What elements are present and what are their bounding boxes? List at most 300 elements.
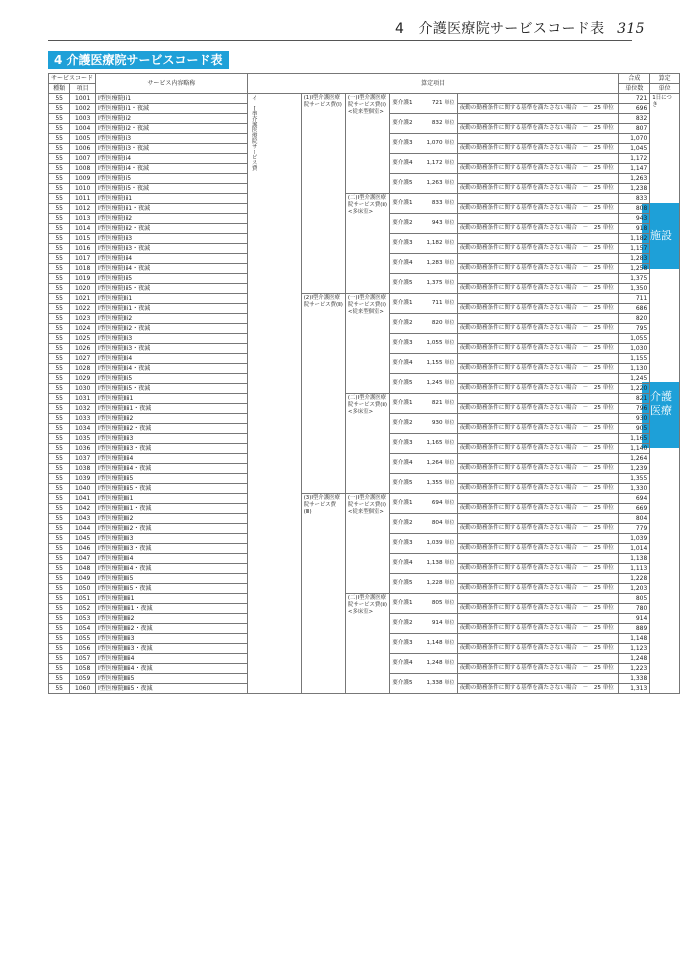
item-code-cell: 1028 <box>70 364 96 374</box>
care-level-cell <box>390 274 457 294</box>
total-units-cell: 721 <box>619 94 650 104</box>
service-name-cell: Ⅰ型医療院Ⅰⅱ3 <box>96 234 248 244</box>
kind-cell: 55 <box>49 524 70 534</box>
unit-label: 単位 <box>444 240 455 246</box>
kind-cell: 55 <box>49 224 70 234</box>
kind-cell: 55 <box>49 604 70 614</box>
care-level-label: 要介護4 <box>392 560 413 566</box>
service-name-cell: Ⅰ型医療院Ⅰⅰ4 <box>96 154 248 164</box>
item-code-cell: 1033 <box>70 414 96 424</box>
side-tab-facility[interactable]: 施設 <box>642 203 680 269</box>
service-name-cell: Ⅰ型医療院Ⅰⅰ1 <box>96 94 248 104</box>
service-name-cell: Ⅰ型医療院Ⅲⅰ2・夜減 <box>96 524 248 534</box>
total-units-cell: 930 <box>619 414 650 424</box>
total-units-cell: 796 <box>619 404 650 414</box>
unit-label: 単位 <box>444 640 455 646</box>
service-name-cell: Ⅰ型医療院Ⅱⅰ4・夜減 <box>96 364 248 374</box>
condition-blank-cell <box>457 534 619 544</box>
group-label-cell <box>247 94 301 694</box>
total-units-cell: 1,355 <box>619 474 650 484</box>
item-code-cell: 1011 <box>70 194 96 204</box>
condition-blank-cell <box>457 674 619 684</box>
service-name-cell: Ⅰ型医療院Ⅱⅰ5 <box>96 374 248 384</box>
service-name-cell: Ⅰ型医療院Ⅱⅱ1 <box>96 394 248 404</box>
kind-cell: 55 <box>49 364 70 374</box>
care-level-cell <box>390 374 457 394</box>
service-name-cell: Ⅰ型医療院Ⅱⅰ1 <box>96 294 248 304</box>
item-code-cell: 1030 <box>70 384 96 394</box>
unit-label: 単位 <box>444 280 455 286</box>
care-level-label: 要介護2 <box>392 220 413 226</box>
care-level-units: 821 <box>431 400 443 406</box>
total-units-cell: 1,070 <box>619 134 650 144</box>
kind-cell: 55 <box>49 324 70 334</box>
care-level-cell <box>390 434 457 454</box>
service-name-cell: Ⅰ型医療院Ⅲⅱ1 <box>96 594 248 604</box>
kind-cell: 55 <box>49 434 70 444</box>
total-units-cell: 1,228 <box>619 574 650 584</box>
item-code-cell: 1039 <box>70 474 96 484</box>
care-level-units: 914 <box>431 620 443 626</box>
condition-blank-cell <box>457 414 619 424</box>
total-units-cell: 943 <box>619 214 650 224</box>
kind-cell: 55 <box>49 684 70 694</box>
total-units-cell: 905 <box>619 424 650 434</box>
care-level-cell <box>390 114 457 134</box>
total-units-cell: 833 <box>619 194 650 204</box>
total-units-cell: 795 <box>619 324 650 334</box>
condition-blank-cell <box>457 374 619 384</box>
care-level-label: 要介護2 <box>392 520 413 526</box>
night-shift-condition-cell: 夜勤の勤務条件に関する基準を満たさない場合 － 25 単位 <box>457 624 619 634</box>
service-name-cell: Ⅰ型医療院Ⅱⅰ3・夜減 <box>96 344 248 354</box>
care-level-label: 要介護5 <box>392 680 413 686</box>
condition-blank-cell <box>457 214 619 224</box>
kind-cell: 55 <box>49 634 70 644</box>
care-level-units: 1,138 <box>426 560 443 566</box>
unit-label: 単位 <box>444 220 455 226</box>
kind-cell: 55 <box>49 404 70 414</box>
condition-blank-cell <box>457 354 619 364</box>
service-name-cell: Ⅰ型医療院Ⅰⅰ5・夜減 <box>96 184 248 194</box>
care-level-label: 要介護5 <box>392 480 413 486</box>
condition-blank-cell <box>457 614 619 624</box>
night-shift-condition-cell: 夜勤の勤務条件に関する基準を満たさない場合 － 25 単位 <box>457 644 619 654</box>
unit-label: 単位 <box>444 120 455 126</box>
kind-cell: 55 <box>49 494 70 504</box>
night-shift-condition-cell: 夜勤の勤務条件に関する基準を満たさない場合 － 25 単位 <box>457 244 619 254</box>
condition-blank-cell <box>457 194 619 204</box>
total-units-cell: 1,113 <box>619 564 650 574</box>
condition-blank-cell <box>457 294 619 304</box>
care-level-cell <box>390 174 457 194</box>
item-code-cell: 1020 <box>70 284 96 294</box>
kind-cell: 55 <box>49 374 70 384</box>
col-kind: 種類 <box>49 84 70 94</box>
service-name-cell: Ⅰ型医療院Ⅱⅰ5・夜減 <box>96 384 248 394</box>
night-shift-condition-cell: 夜勤の勤務条件に関する基準を満たさない場合 － 25 単位 <box>457 184 619 194</box>
total-units-cell: 821 <box>619 394 650 404</box>
item-code-cell: 1008 <box>70 164 96 174</box>
item-code-cell: 1021 <box>70 294 96 304</box>
item-code-cell: 1041 <box>70 494 96 504</box>
care-level-cell <box>390 634 457 654</box>
care-level-cell <box>390 354 457 374</box>
service-name-cell: Ⅰ型医療院Ⅱⅱ1・夜減 <box>96 404 248 414</box>
kind-cell: 55 <box>49 264 70 274</box>
service-name-cell: Ⅰ型医療院Ⅰⅰ2・夜減 <box>96 124 248 134</box>
item-code-cell: 1002 <box>70 104 96 114</box>
care-level-label: 要介護3 <box>392 540 413 546</box>
item-code-cell: 1018 <box>70 264 96 274</box>
table-row <box>49 294 680 304</box>
condition-blank-cell <box>457 454 619 464</box>
service-name-cell: Ⅰ型医療院Ⅰⅱ2 <box>96 214 248 224</box>
care-level-label: 要介護4 <box>392 260 413 266</box>
item-code-cell: 1046 <box>70 544 96 554</box>
kind-cell: 55 <box>49 164 70 174</box>
kind-cell: 55 <box>49 194 70 204</box>
total-units-cell: 1,338 <box>619 674 650 684</box>
total-units-cell: 1,264 <box>619 454 650 464</box>
unit-label: 単位 <box>444 460 455 466</box>
total-units-cell: 804 <box>619 514 650 524</box>
service-name-cell: Ⅰ型医療院Ⅲⅱ5 <box>96 674 248 684</box>
header-title: 4 介護医療院サービスコード表 <box>395 21 605 37</box>
total-units-cell: 711 <box>619 294 650 304</box>
kind-cell: 55 <box>49 644 70 654</box>
care-level-label: 要介護2 <box>392 320 413 326</box>
kind-cell: 55 <box>49 94 70 104</box>
item-code-cell: 1053 <box>70 614 96 624</box>
service-name-cell: Ⅰ型医療院Ⅰⅱ5・夜減 <box>96 284 248 294</box>
total-units-cell: 1,014 <box>619 544 650 554</box>
total-units-cell: 1,130 <box>619 364 650 374</box>
unit-label: 単位 <box>444 140 455 146</box>
total-units-cell: 1,148 <box>619 634 650 644</box>
care-level-units: 1,355 <box>426 480 443 486</box>
kind-cell: 55 <box>49 444 70 454</box>
kind-cell: 55 <box>49 554 70 564</box>
unit-label: 単位 <box>444 620 455 626</box>
care-level-units: 1,228 <box>426 580 443 586</box>
condition-blank-cell <box>457 234 619 244</box>
unit-label: 単位 <box>444 300 455 306</box>
night-shift-condition-cell: 夜勤の勤務条件に関する基準を満たさない場合 － 25 単位 <box>457 324 619 334</box>
item-code-cell: 1029 <box>70 374 96 384</box>
care-level-cell <box>390 154 457 174</box>
total-units-cell: 805 <box>619 594 650 604</box>
unit-label: 単位 <box>444 400 455 406</box>
col-service-code: サービスコード <box>49 74 96 84</box>
unit-label: 単位 <box>444 440 455 446</box>
total-units-cell: 889 <box>619 624 650 634</box>
kind-cell: 55 <box>49 664 70 674</box>
care-level-cell <box>390 214 457 234</box>
kind-cell: 55 <box>49 534 70 544</box>
unit-label: 単位 <box>444 540 455 546</box>
condition-blank-cell <box>457 494 619 504</box>
service-name-cell: Ⅰ型医療院Ⅱⅱ4 <box>96 454 248 464</box>
condition-blank-cell <box>457 334 619 344</box>
care-level-label: 要介護1 <box>392 400 413 406</box>
kind-cell: 55 <box>49 474 70 484</box>
kind-cell: 55 <box>49 304 70 314</box>
item-code-cell: 1043 <box>70 514 96 524</box>
service-name-cell: Ⅰ型医療院Ⅱⅰ2・夜減 <box>96 324 248 334</box>
care-level-label: 要介護5 <box>392 280 413 286</box>
kind-cell: 55 <box>49 414 70 424</box>
service-name-cell: Ⅰ型医療院Ⅱⅰ3 <box>96 334 248 344</box>
total-units-cell: 1,155 <box>619 354 650 364</box>
service-name-cell: Ⅰ型医療院Ⅱⅱ2 <box>96 414 248 424</box>
total-units-cell: 1,313 <box>619 684 650 694</box>
total-units-cell: 820 <box>619 314 650 324</box>
night-shift-condition-cell: 夜勤の勤務条件に関する基準を満たさない場合 － 25 単位 <box>457 524 619 534</box>
total-units-cell: 1,030 <box>619 344 650 354</box>
item-code-cell: 1019 <box>70 274 96 284</box>
care-level-cell <box>390 254 457 274</box>
night-shift-condition-cell: 夜勤の勤務条件に関する基準を満たさない場合 － 25 単位 <box>457 604 619 614</box>
night-shift-condition-cell: 夜勤の勤務条件に関する基準を満たさない場合 － 25 単位 <box>457 364 619 374</box>
care-level-label: 要介護4 <box>392 660 413 666</box>
item-code-cell: 1016 <box>70 244 96 254</box>
care-level-units: 832 <box>431 120 443 126</box>
unit-label: 単位 <box>444 600 455 606</box>
condition-blank-cell <box>457 554 619 564</box>
item-code-cell: 1048 <box>70 564 96 574</box>
condition-blank-cell <box>457 634 619 644</box>
care-level-label: 要介護3 <box>392 240 413 246</box>
unit-label: 単位 <box>444 260 455 266</box>
item-code-cell: 1054 <box>70 624 96 634</box>
care-level-cell <box>390 414 457 434</box>
total-units-cell: 1,045 <box>619 144 650 154</box>
kind-cell: 55 <box>49 344 70 354</box>
night-shift-condition-cell: 夜勤の勤務条件に関する基準を満たさない場合 － 25 単位 <box>457 344 619 354</box>
kind-cell: 55 <box>49 514 70 524</box>
calc-unit-cell: 1日につき <box>650 94 680 694</box>
care-level-units: 1,070 <box>426 140 443 146</box>
kind-cell: 55 <box>49 214 70 224</box>
condition-blank-cell <box>457 434 619 444</box>
care-level-units: 1,264 <box>426 460 443 466</box>
condition-blank-cell <box>457 274 619 284</box>
total-units-cell: 1,220 <box>619 384 650 394</box>
item-code-cell: 1045 <box>70 534 96 544</box>
service-name-cell: Ⅰ型医療院Ⅱⅰ4 <box>96 354 248 364</box>
night-shift-condition-cell: 夜勤の勤務条件に関する基準を満たさない場合 － 25 単位 <box>457 104 619 114</box>
night-shift-condition-cell: 夜勤の勤務条件に関する基準を満たさない場合 － 25 単位 <box>457 204 619 214</box>
total-units-cell: 918 <box>619 224 650 234</box>
night-shift-condition-cell: 夜勤の勤務条件に関する基準を満たさない場合 － 25 単位 <box>457 124 619 134</box>
item-code-cell: 1003 <box>70 114 96 124</box>
item-code-cell: 1001 <box>70 94 96 104</box>
total-units-cell: 1,123 <box>619 644 650 654</box>
item-code-cell: 1022 <box>70 304 96 314</box>
unit-label: 単位 <box>444 380 455 386</box>
total-units-cell: 832 <box>619 114 650 124</box>
col-total: 合成 <box>619 74 650 84</box>
service-name-cell: Ⅰ型医療院Ⅲⅱ3 <box>96 634 248 644</box>
unit-label: 単位 <box>444 160 455 166</box>
kind-cell: 55 <box>49 384 70 394</box>
care-level-units: 943 <box>431 220 443 226</box>
total-units-cell: 1,138 <box>619 554 650 564</box>
condition-blank-cell <box>457 474 619 484</box>
item-code-cell: 1013 <box>70 214 96 224</box>
service-name-cell: Ⅰ型医療院Ⅱⅱ3・夜減 <box>96 444 248 454</box>
kind-cell: 55 <box>49 134 70 144</box>
service-name-cell: Ⅰ型医療院Ⅱⅱ5 <box>96 474 248 484</box>
table-row <box>49 394 680 404</box>
total-units-cell: 669 <box>619 504 650 514</box>
care-level-units: 721 <box>431 100 443 106</box>
condition-blank-cell <box>457 654 619 664</box>
item-code-cell: 1023 <box>70 314 96 324</box>
care-level-label: 要介護5 <box>392 380 413 386</box>
care-level-units: 1,375 <box>426 280 443 286</box>
item-code-cell: 1058 <box>70 664 96 674</box>
subtype-cell: (1)Ⅰ型介護医療院サービス費(Ⅰ) <box>301 94 345 294</box>
kind-cell: 55 <box>49 614 70 624</box>
care-level-units: 805 <box>431 600 443 606</box>
service-name-cell: Ⅰ型医療院Ⅲⅰ5 <box>96 574 248 584</box>
service-name-cell: Ⅰ型医療院Ⅲⅱ5・夜減 <box>96 684 248 694</box>
service-name-cell: Ⅰ型医療院Ⅲⅰ3 <box>96 534 248 544</box>
care-level-units: 1,283 <box>426 260 443 266</box>
kind-cell: 55 <box>49 174 70 184</box>
night-shift-condition-cell: 夜勤の勤務条件に関する基準を満たさない場合 － 25 単位 <box>457 504 619 514</box>
care-level-units: 833 <box>431 200 443 206</box>
room-type-cell: (一)Ⅰ型介護医療院サービス費(ⅰ)<従来型個室> <box>345 494 389 594</box>
care-level-label: 要介護1 <box>392 100 413 106</box>
night-shift-condition-cell: 夜勤の勤務条件に関する基準を満たさない場合 － 25 単位 <box>457 384 619 394</box>
condition-blank-cell <box>457 114 619 124</box>
item-code-cell: 1060 <box>70 684 96 694</box>
section-title: 4 介護医療院サービスコード表 <box>48 51 229 69</box>
service-name-cell: Ⅰ型医療院Ⅲⅱ3・夜減 <box>96 644 248 654</box>
item-code-cell: 1005 <box>70 134 96 144</box>
service-name-cell: Ⅰ型医療院Ⅲⅰ4 <box>96 554 248 564</box>
service-name-cell: Ⅰ型医療院Ⅱⅰ1・夜減 <box>96 304 248 314</box>
col-content: サービス内容略称 <box>96 74 248 94</box>
item-code-cell: 1052 <box>70 604 96 614</box>
service-name-cell: Ⅰ型医療院Ⅰⅱ5 <box>96 274 248 284</box>
service-name-cell: Ⅰ型医療院Ⅰⅱ1 <box>96 194 248 204</box>
care-level-units: 1,182 <box>426 240 443 246</box>
item-code-cell: 1042 <box>70 504 96 514</box>
unit-label: 単位 <box>444 680 455 686</box>
care-level-label: 要介護1 <box>392 600 413 606</box>
total-units-cell: 1,238 <box>619 184 650 194</box>
condition-blank-cell <box>457 514 619 524</box>
unit-label: 単位 <box>444 480 455 486</box>
total-units-cell: 1,350 <box>619 284 650 294</box>
night-shift-condition-cell: 夜勤の勤務条件に関する基準を満たさない場合 － 25 単位 <box>457 484 619 494</box>
condition-blank-cell <box>457 254 619 264</box>
night-shift-condition-cell: 夜勤の勤務条件に関する基準を満たさない場合 － 25 単位 <box>457 444 619 454</box>
subtype-cell: (3)Ⅰ型介護医療院サービス費(Ⅲ) <box>301 494 345 694</box>
care-level-label: 要介護4 <box>392 460 413 466</box>
care-level-cell <box>390 654 457 674</box>
total-units-cell: 808 <box>619 204 650 214</box>
kind-cell: 55 <box>49 104 70 114</box>
kind-cell: 55 <box>49 274 70 284</box>
group-label: イ Ｉ型介護医療院サービス費 <box>250 95 257 171</box>
item-code-cell: 1044 <box>70 524 96 534</box>
kind-cell: 55 <box>49 394 70 404</box>
item-code-cell: 1015 <box>70 234 96 244</box>
item-code-cell: 1057 <box>70 654 96 664</box>
total-units-cell: 1,039 <box>619 534 650 544</box>
total-units-cell: 1,147 <box>619 164 650 174</box>
kind-cell: 55 <box>49 254 70 264</box>
item-code-cell: 1035 <box>70 434 96 444</box>
table-row <box>49 594 680 604</box>
care-level-units: 1,039 <box>426 540 443 546</box>
unit-label: 単位 <box>444 660 455 666</box>
unit-label: 単位 <box>444 360 455 366</box>
kind-cell: 55 <box>49 484 70 494</box>
room-type-cell: (二)Ⅰ型介護医療院サービス費(ⅱ)<多床室> <box>345 194 389 294</box>
page-header <box>395 18 645 38</box>
kind-cell: 55 <box>49 294 70 304</box>
care-level-label: 要介護1 <box>392 300 413 306</box>
service-name-cell: Ⅰ型医療院Ⅰⅰ3 <box>96 134 248 144</box>
kind-cell: 55 <box>49 144 70 154</box>
kind-cell: 55 <box>49 124 70 134</box>
item-code-cell: 1036 <box>70 444 96 454</box>
care-level-label: 要介護3 <box>392 640 413 646</box>
unit-label: 単位 <box>444 100 455 106</box>
total-units-cell: 779 <box>619 524 650 534</box>
service-name-cell: Ⅰ型医療院Ⅲⅱ4・夜減 <box>96 664 248 674</box>
kind-cell: 55 <box>49 464 70 474</box>
item-code-cell: 1051 <box>70 594 96 604</box>
item-code-cell: 1050 <box>70 584 96 594</box>
care-level-cell <box>390 314 457 334</box>
night-shift-condition-cell: 夜勤の勤務条件に関する基準を満たさない場合 － 25 単位 <box>457 404 619 414</box>
item-code-cell: 1027 <box>70 354 96 364</box>
service-name-cell: Ⅰ型医療院Ⅰⅰ2 <box>96 114 248 124</box>
care-level-units: 1,248 <box>426 660 443 666</box>
unit-label: 単位 <box>444 200 455 206</box>
care-level-label: 要介護1 <box>392 200 413 206</box>
care-level-cell <box>390 194 457 214</box>
item-code-cell: 1025 <box>70 334 96 344</box>
unit-label: 単位 <box>444 320 455 326</box>
total-units-cell: 694 <box>619 494 650 504</box>
care-level-units: 820 <box>431 320 443 326</box>
kind-cell: 55 <box>49 544 70 554</box>
care-level-cell <box>390 454 457 474</box>
care-level-cell <box>390 334 457 354</box>
night-shift-condition-cell: 夜勤の勤務条件に関する基準を満たさない場合 － 25 単位 <box>457 464 619 474</box>
kind-cell: 55 <box>49 674 70 684</box>
service-name-cell: Ⅰ型医療院Ⅰⅱ2・夜減 <box>96 224 248 234</box>
care-level-cell <box>390 674 457 694</box>
service-name-cell: Ⅰ型医療院Ⅱⅱ5・夜減 <box>96 484 248 494</box>
item-code-cell: 1007 <box>70 154 96 164</box>
service-name-cell: Ⅰ型医療院Ⅲⅱ2 <box>96 614 248 624</box>
condition-blank-cell <box>457 574 619 584</box>
care-level-cell <box>390 234 457 254</box>
total-units-cell: 1,223 <box>619 664 650 674</box>
care-level-units: 930 <box>431 420 443 426</box>
condition-blank-cell <box>457 594 619 604</box>
total-units-cell: 1,157 <box>619 244 650 254</box>
